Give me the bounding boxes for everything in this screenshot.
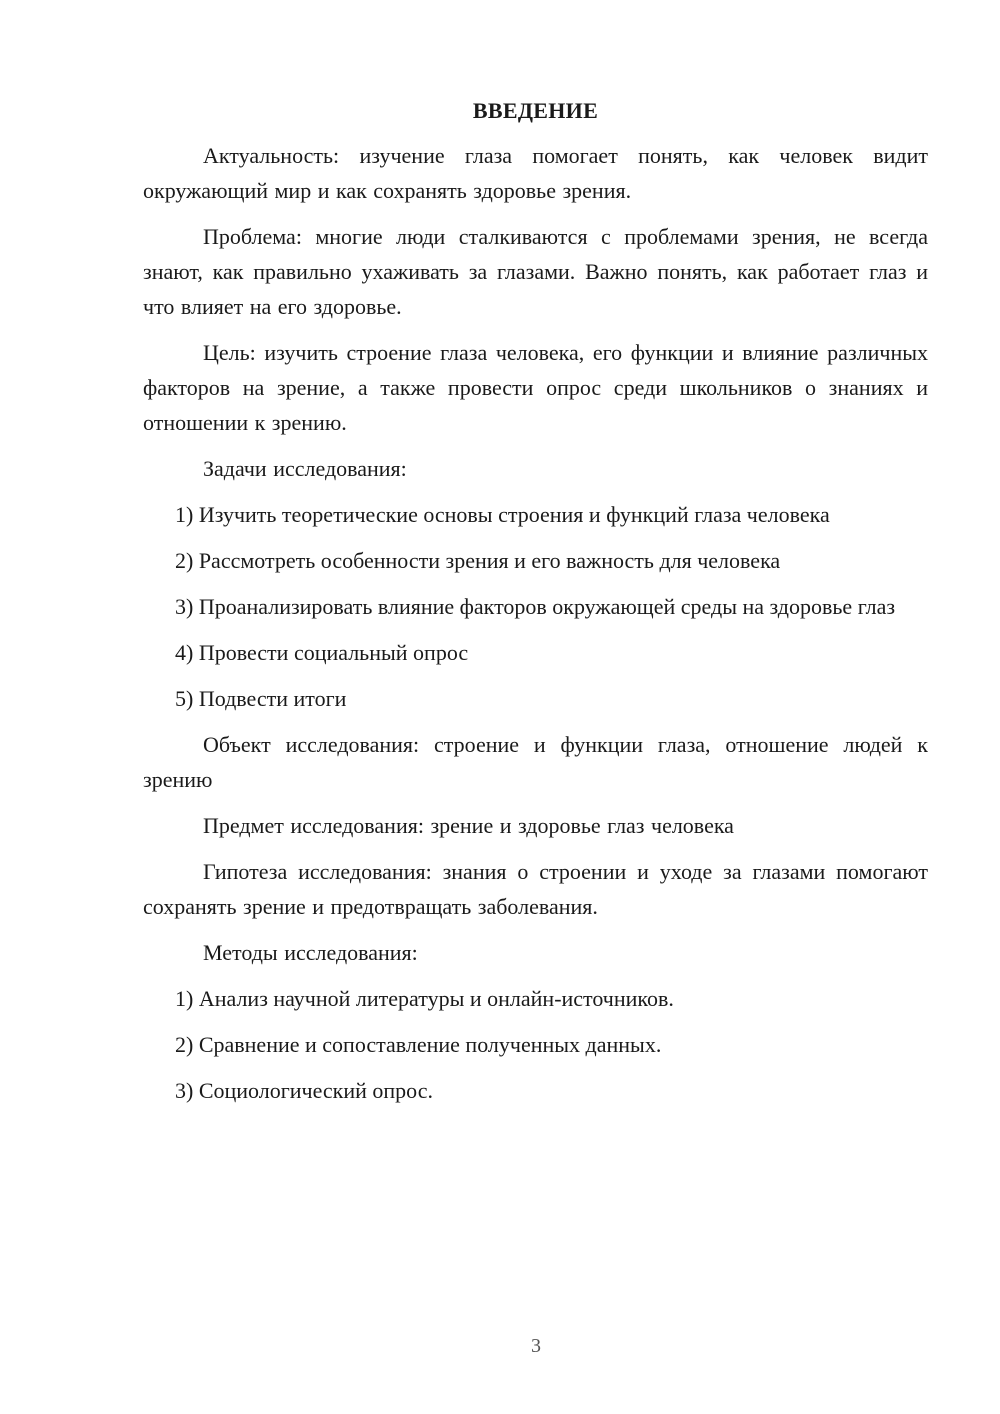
method-item: 1) Анализ научной литературы и онлайн-источников. (175, 986, 674, 1011)
page-title: ВВЕДЕНИЕ (472, 98, 599, 123)
object-paragraph: Объект исследования: строение и функции глаза, отношение людей к зрению (143, 732, 928, 792)
task-item: 1) Изучить теоретические основы строения и функций глаза человека (175, 502, 830, 527)
relevance-paragraph: Актуальность: изучение глаза помогает понять, как человек видит окружающий мир и как сохранять здоровье зрения. (143, 143, 928, 203)
task-item: 3) Проанализировать влияние факторов окружающей среды на здоровье глаз (175, 594, 896, 619)
task-item: 4) Провести социальный опрос (175, 640, 469, 665)
task-item: 2) Рассмотреть особенности зрения и его важность для человека (175, 548, 781, 573)
goal-paragraph: Цель: изучить строение глаза человека, его функции и влияние различных факторов на зрение, а также провести опрос среди школьников о знаниях и отношении к зрению. (143, 340, 928, 435)
task-item: 5) Подвести итоги (175, 686, 347, 711)
subject-paragraph: Предмет исследования: зрение и здоровье глаз человека (203, 813, 734, 838)
method-item: 2) Сравнение и сопоставление полученных данных. (175, 1032, 662, 1057)
page-content (143, 96, 928, 1119)
methods-heading: Методы исследования: (203, 940, 418, 965)
problem-paragraph: Проблема: многие люди сталкиваются с проблемами зрения, не всегда знают, как правильно ухаживать за глазами. Важно понять, как работает глаз и что влияет на его здоровье. (143, 224, 928, 319)
page-number: 3 (531, 1335, 541, 1357)
hypothesis-paragraph: Гипотеза исследования: знания о строении и уходе за глазами помогают сохранять зрение и предотвращать заболевания. (143, 859, 928, 919)
tasks-heading: Задачи исследования: (203, 456, 407, 481)
method-item: 3) Социологический опрос. (175, 1078, 433, 1103)
